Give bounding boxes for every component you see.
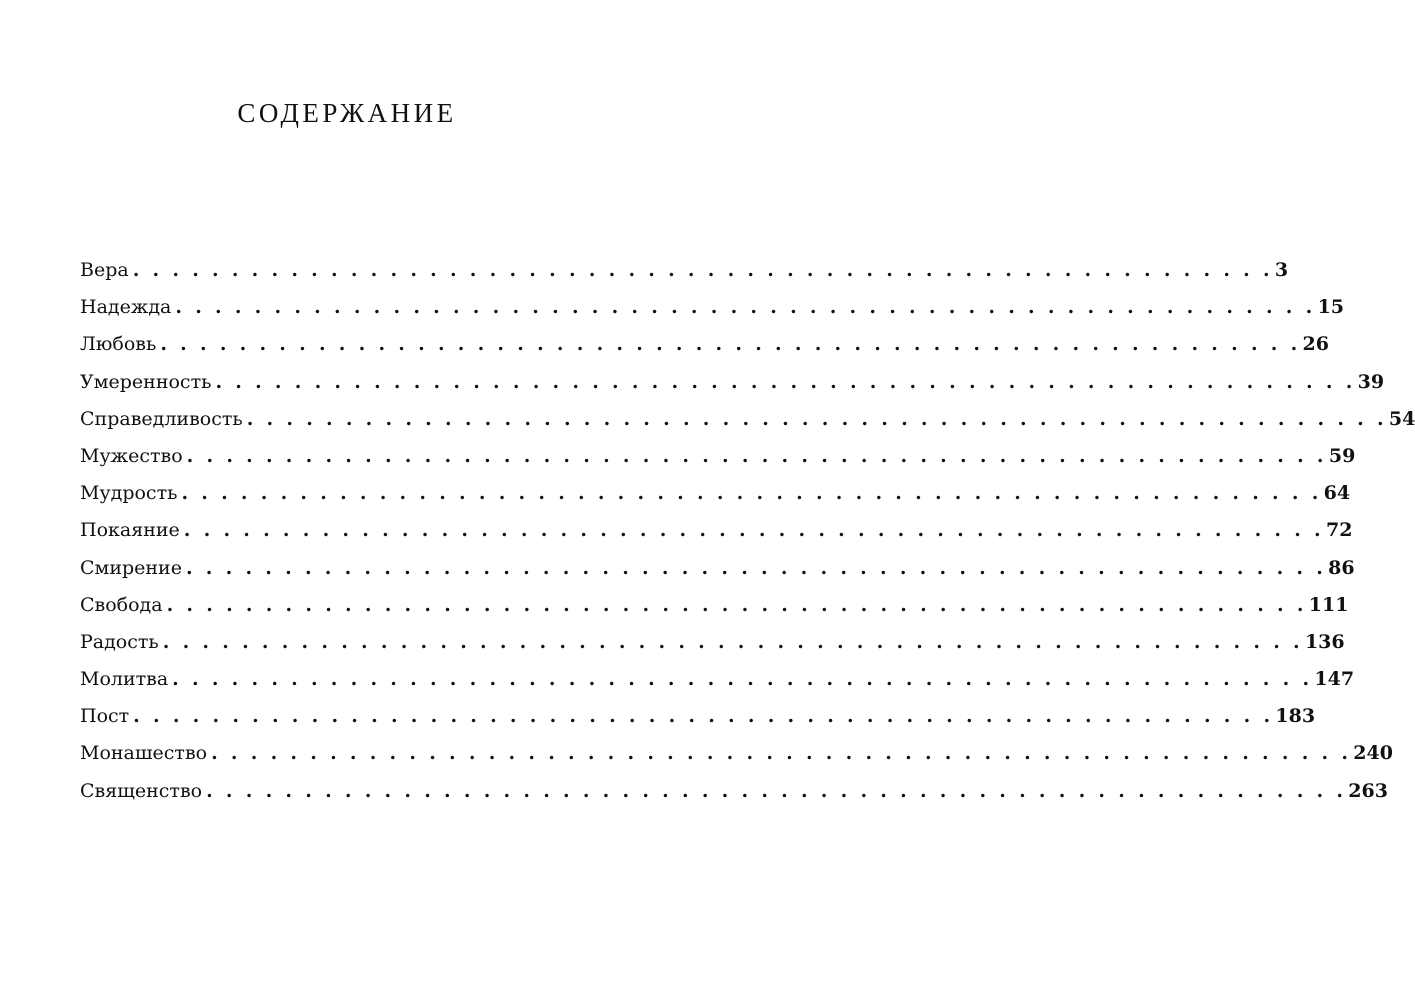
toc-dot-leader: . . . . . . . . . . . . . . . . . . . . . . . . . . . . . . . . . . . . . . . . . . . . . . . . . . . . . . . . . .: [211, 742, 1352, 765]
toc-entry: [80, 512, 1353, 549]
toc-entry-title: Справедливость: [80, 407, 243, 430]
toc-entry-title: Молитва: [80, 668, 169, 691]
toc-entry: [80, 326, 1329, 363]
toc-page-number: 136: [1304, 630, 1345, 653]
toc-entry: [80, 475, 1351, 512]
toc-entry-title: Покаяние: [80, 519, 180, 542]
toc-entry: [80, 587, 1349, 624]
toc-entry: [80, 252, 1289, 289]
toc-page-number: 26: [1302, 333, 1329, 356]
toc-dot-leader: . . . . . . . . . . . . . . . . . . . . . . . . . . . . . . . . . . . . . . . . . . . . . . . . . . . . . . . . . .: [215, 370, 1356, 393]
toc-dot-leader: . . . . . . . . . . . . . . . . . . . . . . . . . . . . . . . . . . . . . . . . . . . . . . . . . . . . . . . . . .: [186, 444, 1327, 467]
toc-dot-leader: . . . . . . . . . . . . . . . . . . . . . . . . . . . . . . . . . . . . . . . . . . . . . . . . . . . . . . . . . .: [185, 556, 1327, 579]
toc-entry-title: Монашество: [80, 742, 208, 765]
toc-dot-leader: . . . . . . . . . . . . . . . . . . . . . . . . . . . . . . . . . . . . . . . . . . . . . . . . . . . . . . . . . .: [160, 333, 1301, 356]
toc-page-number: 240: [1353, 742, 1393, 765]
toc-entry: [80, 401, 1415, 438]
toc-dot-leader: . . . . . . . . . . . . . . . . . . . . . . . . . . . . . . . . . . . . . . . . . . . . . . . . . . . . . . . . . .: [166, 593, 1307, 616]
toc-entry-title: Надежда: [80, 296, 172, 319]
toc-entry-title: Пост: [80, 705, 130, 728]
toc-page-number: 54: [1388, 407, 1415, 430]
toc-page-number: 64: [1323, 482, 1351, 505]
toc-page-number: 111: [1308, 593, 1349, 616]
toc-entry-title: Умеренность: [80, 370, 212, 393]
toc-entry-title: Священство: [80, 779, 203, 802]
toc-entry-title: Свобода: [80, 593, 163, 616]
toc-entry-title: Мудрость: [80, 482, 178, 505]
toc-dot-leader: . . . . . . . . . . . . . . . . . . . . . . . . . . . . . . . . . . . . . . . . . . . . . . . . . . . . . . . . . .: [172, 668, 1313, 691]
toc-entry-title: Мужество: [80, 444, 183, 467]
toc-entry: [80, 438, 1356, 475]
table-of-contents: [80, 252, 1415, 810]
toc-entry: [80, 773, 1388, 810]
toc-entry: [80, 364, 1385, 401]
toc-entry-title: Вера: [80, 259, 129, 281]
toc-entry-title: Радость: [80, 630, 159, 653]
toc-entry: [80, 698, 1316, 735]
toc-entry: [80, 735, 1393, 772]
toc-page-number: 86: [1328, 556, 1355, 579]
toc-dot-leader: . . . . . . . . . . . . . . . . . . . . . . . . . . . . . . . . . . . . . . . . . . . . . . . . . . . . . . . . . .: [181, 482, 1322, 505]
toc-entry-title: Смирение: [80, 556, 182, 579]
toc-dot-leader: . . . . . . . . . . . . . . . . . . . . . . . . . . . . . . . . . . . . . . . . . . . . . . . . . . . . . . . . . .: [132, 259, 1273, 281]
toc-dot-leader: . . . . . . . . . . . . . . . . . . . . . . . . . . . . . . . . . . . . . . . . . . . . . . . . . . . . . . . . . .: [133, 705, 1274, 728]
toc-entry: [80, 289, 1345, 326]
toc-dot-leader: . . . . . . . . . . . . . . . . . . . . . . . . . . . . . . . . . . . . . . . . . . . . . . . . . . . . . . . . . .: [246, 407, 1387, 430]
toc-entry-title: Любовь: [80, 333, 157, 356]
toc-entry: [80, 550, 1355, 587]
toc-page-number: 263: [1348, 779, 1388, 802]
toc-dot-leader: . . . . . . . . . . . . . . . . . . . . . . . . . . . . . . . . . . . . . . . . . . . . . . . . . . . . . . . . . .: [175, 296, 1316, 319]
toc-page-number: 147: [1314, 668, 1355, 691]
toc-page-number: 72: [1325, 519, 1353, 542]
page-title: СОДЕРЖАНИЕ: [237, 98, 457, 128]
toc-dot-leader: . . . . . . . . . . . . . . . . . . . . . . . . . . . . . . . . . . . . . . . . . . . . . . . . . . . . . . . . . .: [162, 630, 1303, 653]
toc-entry: [80, 661, 1355, 698]
toc-page-number: 183: [1275, 705, 1316, 728]
toc-page-number: 59: [1328, 444, 1356, 467]
toc-page-number: 39: [1357, 370, 1385, 393]
toc-entry: [80, 624, 1345, 661]
toc-dot-leader: . . . . . . . . . . . . . . . . . . . . . . . . . . . . . . . . . . . . . . . . . . . . . . . . . . . . . . . . . .: [183, 519, 1324, 542]
toc-page-number: 3: [1274, 259, 1289, 281]
toc-dot-leader: . . . . . . . . . . . . . . . . . . . . . . . . . . . . . . . . . . . . . . . . . . . . . . . . . . . . . . . . . .: [206, 779, 1347, 802]
toc-page-number: 15: [1317, 296, 1345, 319]
